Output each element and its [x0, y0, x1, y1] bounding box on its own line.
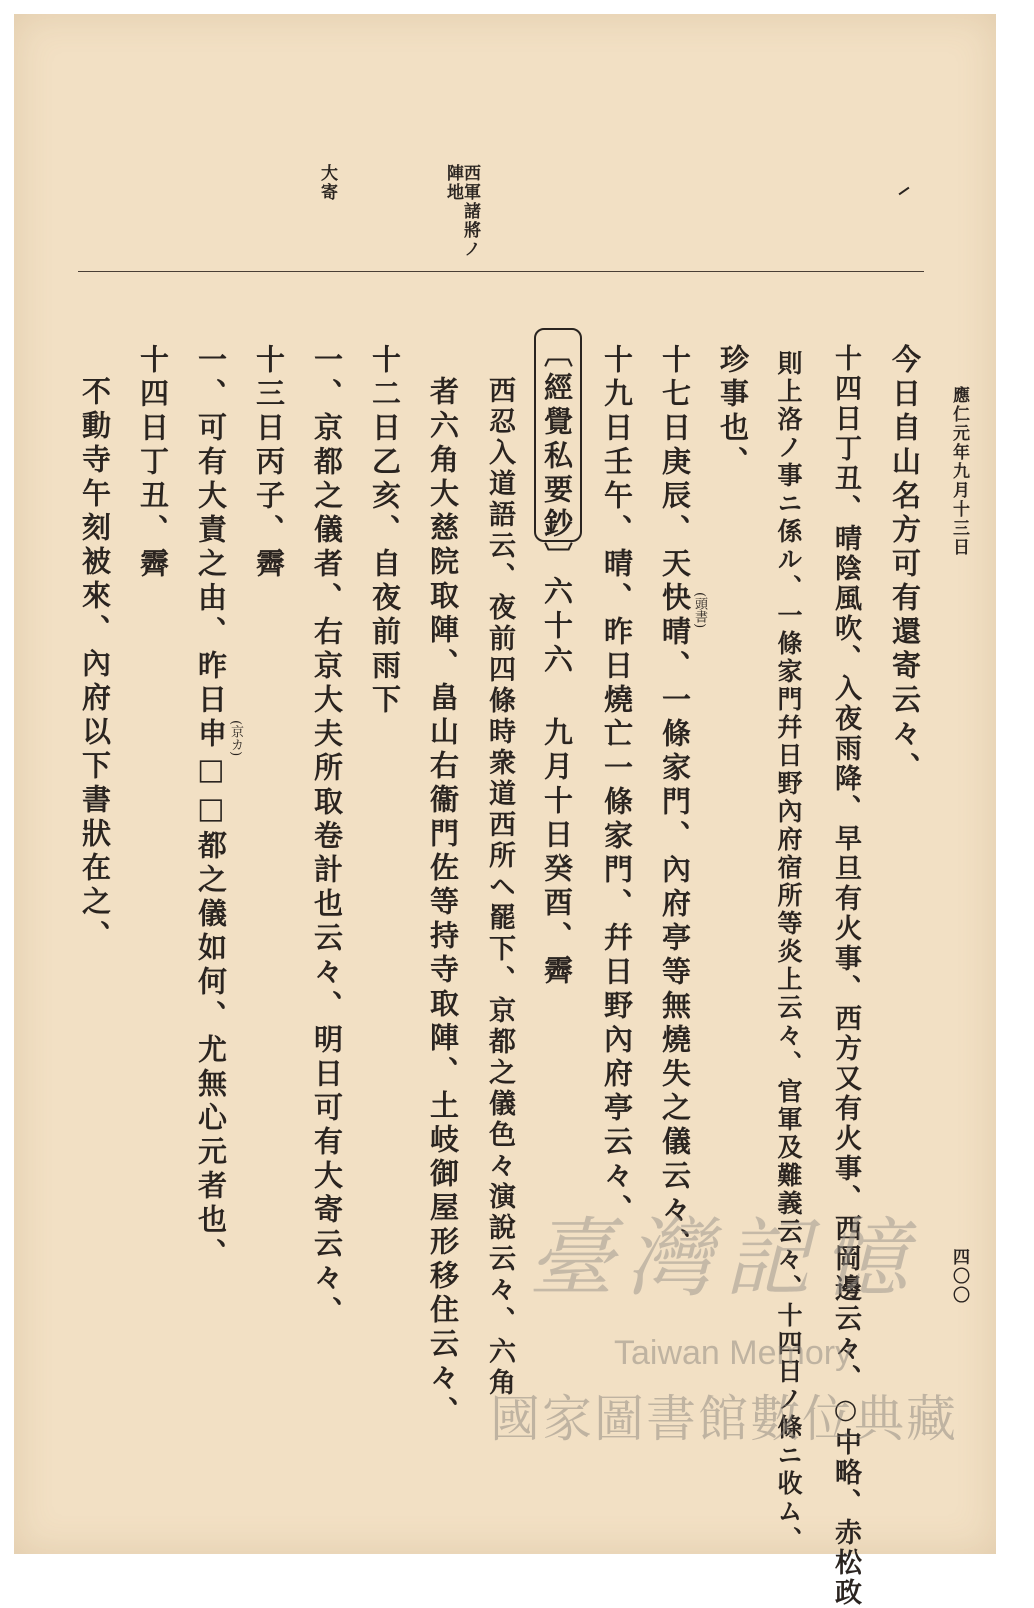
watermark-title: 臺灣記憶 [528, 1209, 920, 1309]
watermark-subtitle: 國家圖書館數位典藏 [490, 1391, 958, 1447]
text-column-7: 〔經覺私要鈔〕六十六 九月十日癸酉、霽 [540, 338, 574, 989]
text-column-2: 十四日丁丑、晴陰風吹、入夜雨降、早旦有火事、西方又有火事、西岡邊云々、○中略、赤松政 [830, 344, 861, 1608]
text-column-6: 十九日壬午、晴、昨日燒亡一條家門、幷日野內府亭云々、 [600, 344, 634, 1228]
watermark [464, 1189, 984, 1449]
text-column-1: 今日自山名方可有還寄云々、 [888, 344, 922, 786]
header-rule [78, 271, 924, 272]
kyo-note: (京カ) [228, 720, 243, 757]
page-number: 四〇〇 [949, 1248, 969, 1305]
text-column-5: 十七日庚辰、天快晴、一條家門、內府亭等無燒失之儀云々、 [658, 344, 692, 1262]
text-column-11: 一、京都之儀者、右京大夫所取卷計也云々、明日可有大寄云々、 [310, 344, 344, 1330]
head-note: (頭書) [692, 592, 707, 629]
tick-mark [899, 187, 910, 196]
margin-note-large-attack: 大寄 [317, 164, 337, 202]
running-title: 應仁元年九月十三日 [949, 386, 969, 557]
text-column-9: 者六角大慈院取陣、畠山右衞門佐等持寺取陣、土岐御屋形移住云々、 [426, 376, 460, 1430]
text-column-14: 十四日丁丑、霽 [136, 344, 170, 582]
book-page [14, 14, 996, 1608]
text-column-13: 一、可有大責之由、昨日申□□都之儀如何、尤無心元者也、 [194, 344, 228, 1272]
text-column-15: 不動寺午刻被來、內府以下書狀在之、 [78, 376, 112, 954]
text-column-8: 西忍入道語云、夜前四條時衆道西所ヘ罷下、京都之儀色々演說云々、六角 [484, 376, 515, 1399]
text-column-12: 十三日丙子、霽 [252, 344, 286, 582]
watermark-english: Taiwan Memory [614, 1334, 853, 1372]
margin-note-west-army: 西軍諸將ノ陣地 [443, 164, 480, 259]
text-column-3: 則上洛ノ事ニ係ル、一條家門幷日野內府宿所等炎上云々、官軍及難義云々、十四日ノ條ニ收ム、 [774, 350, 803, 1554]
text-column-4: 珍事也、 [716, 344, 750, 480]
text-column-10: 十二日乙亥、自夜前雨下 [368, 344, 402, 718]
